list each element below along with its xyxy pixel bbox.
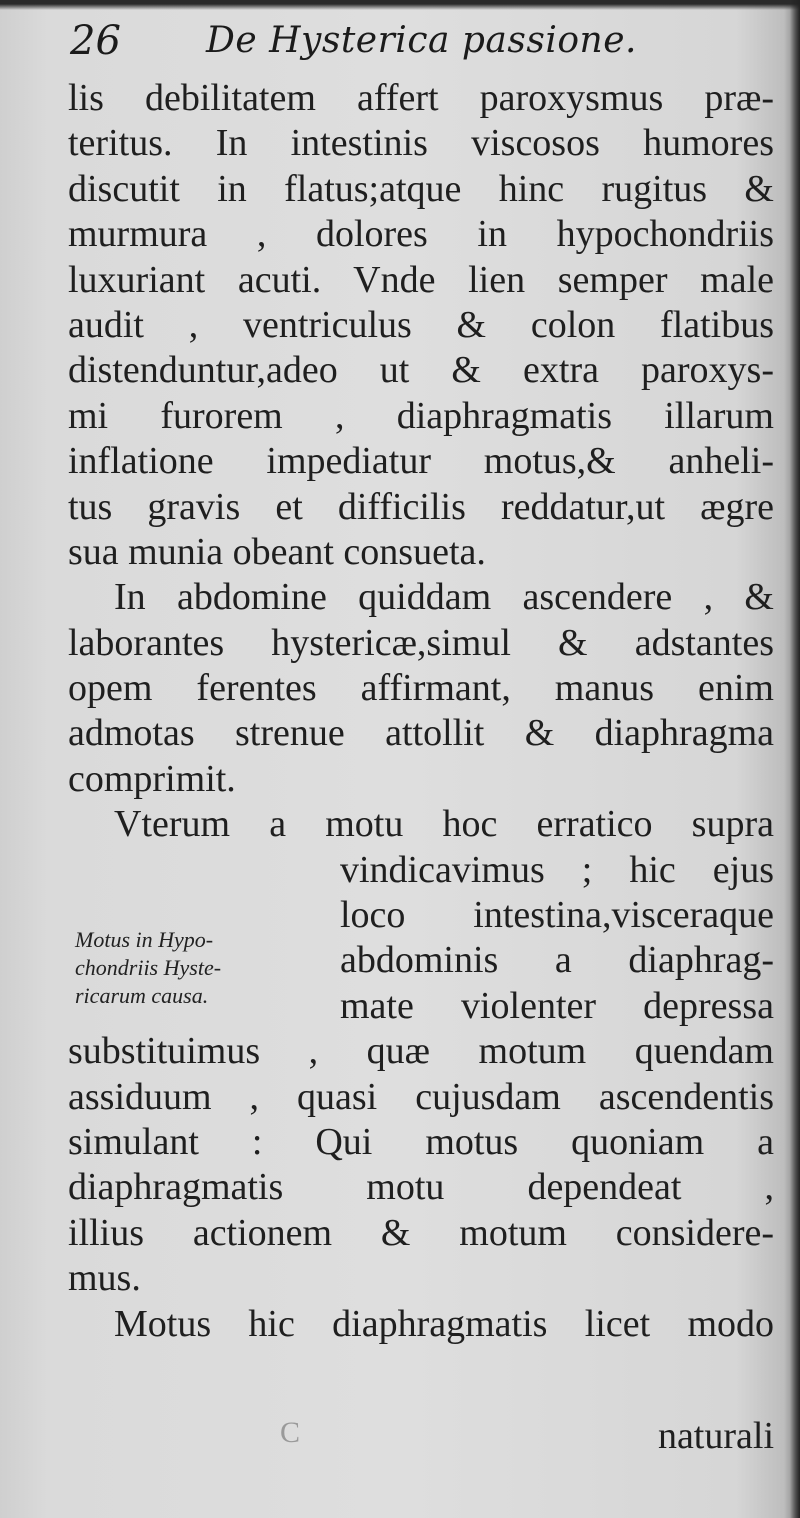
text-line: mate violenter depressa [340, 984, 774, 1027]
text-line: discutit in flatus;atque hinc rugitus & [68, 167, 774, 210]
marginal-note-line: ricarum causa. [75, 983, 209, 1008]
text-line: audit , ventriculus & colon flatibus [68, 303, 774, 346]
text-line: sua munia obeant consueta. [68, 530, 486, 573]
text-line: loco intestina,visceraque [340, 894, 774, 937]
text-line: illius actionem & motum considere- [68, 1211, 774, 1254]
text-line: vindicavimus ; hic ejus [340, 848, 774, 891]
text-line: comprimit. [68, 757, 236, 800]
text-line: inflatione impediatur motus,& anheli- [68, 440, 774, 483]
text-line: lis debilitatem affert paroxysmus præ- [68, 77, 774, 119]
page-header [70, 18, 770, 76]
text-line: simulant : Qui motus quoniam a [68, 1120, 774, 1163]
text-line: substituimus , quæ motum quendam [68, 1030, 774, 1073]
text-line: mus. [68, 1257, 141, 1300]
catchword-row [68, 1414, 774, 1462]
text-line: mi furorem , diaphragmatis illarum [68, 394, 774, 437]
text-line: murmura , dolores in hypochondriis [68, 213, 774, 256]
text-line: opem ferentes affirmant, manus enim [68, 667, 774, 710]
text-line: diaphragmatis motu dependeat , [68, 1166, 774, 1209]
marginal-note-line: Motus in Hypo- [75, 927, 214, 952]
text-line: admotas strenue attollit & diaphragma [68, 712, 774, 755]
page-number: 26 [70, 18, 121, 64]
text-line: luxuriant acuti. Vnde lien semper male [68, 258, 774, 301]
paragraph-first-line: In abdomine quiddam ascendere , & [114, 576, 774, 619]
running-title: De Hysterica passione. [206, 20, 637, 61]
paragraph-first-line: Motus hic diaphragmatis licet modo [114, 1302, 774, 1345]
signature-mark: C [280, 1416, 301, 1449]
text-line: laborantes hystericæ,simul & adstantes [68, 621, 774, 664]
marginal-note-line: chondriis Hyste- [75, 955, 222, 980]
text-line: teritus. In intestinis viscosos humores [68, 122, 774, 165]
text-line: distenduntur,adeo ut & extra paroxys- [68, 349, 774, 392]
marginal-note [75, 926, 325, 1010]
text-line: assiduum , quasi cujusdam ascendentis [68, 1075, 774, 1118]
main-text [68, 76, 774, 1347]
text-line: abdominis a diaphrag- [340, 939, 774, 982]
text-line: tus gravis et difficilis reddatur,ut ægre [68, 485, 774, 528]
catchword: naturali [657, 1415, 774, 1457]
paragraph-first-line: Vterum a motu hoc erratico supra [114, 803, 774, 846]
